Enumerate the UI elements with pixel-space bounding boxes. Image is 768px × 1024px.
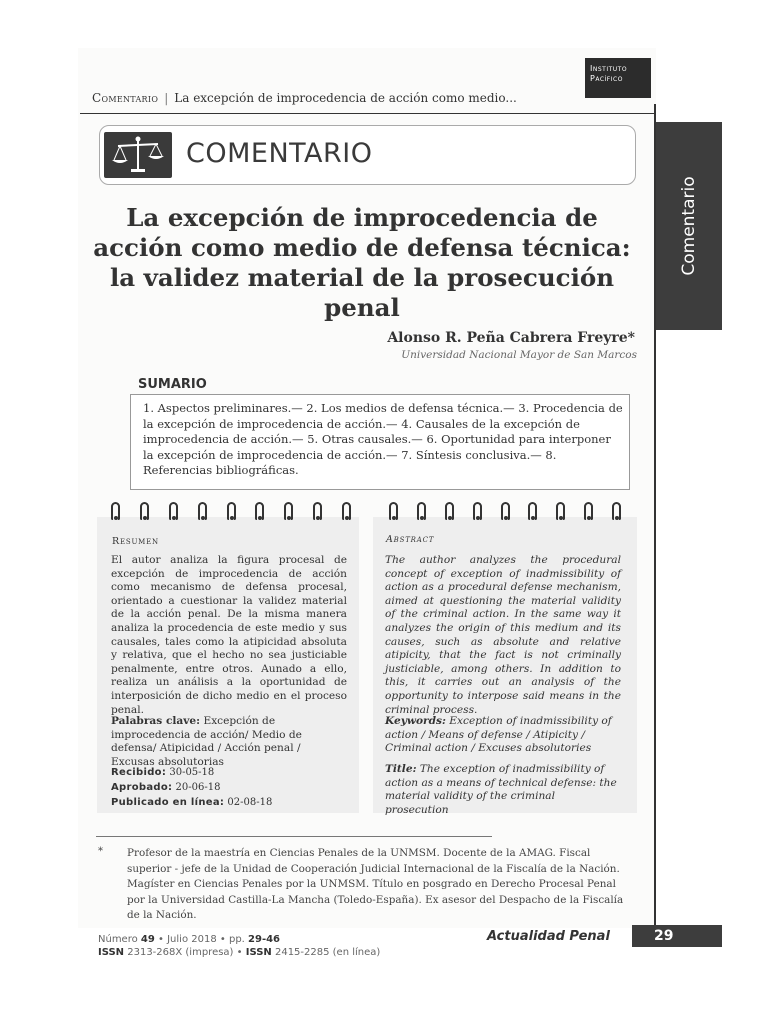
spiral-ring [227, 502, 236, 520]
section-banner [99, 125, 636, 185]
english-title [385, 763, 621, 817]
pages-range: 29-46 [248, 934, 281, 945]
spiral-ring [473, 502, 482, 520]
spiral-ring [140, 502, 149, 520]
publication-dates [111, 765, 272, 810]
english-title-label: Title: [385, 763, 417, 775]
english-title-text: The exception of inadmissibility of action as a means of technical defense: the material validity of the criminal prosecution [385, 763, 617, 816]
spiral-ring [501, 502, 510, 520]
keywords-label: Keywords: [385, 715, 446, 727]
spiral-ring [313, 502, 322, 520]
issn-online-label: ISSN [245, 947, 272, 958]
footnote-text: Profesor de la maestría en Ciencias Penales de la UNMSM. Docente de la AMAG. Fiscal superior - jefe de la Unidad de Cooperación Judicial Internacional de la Fiscalía de la Nación. Magíster en Ciencias Penales por la UNMSM. Título en posgrado en Derecho Procesal Penal por la Universidad Castilla-La Mancha (Toledo-España). Ex asesor del Despacho de la Fiscalía de la Nación. [127, 847, 624, 922]
footnote-mark: * [98, 846, 103, 857]
issue-label: Número [98, 934, 138, 945]
logo-line-1: Instituto [590, 64, 628, 73]
spiral-ring [198, 502, 207, 520]
abstract-heading: Abstract [386, 534, 435, 545]
spiral-ring [284, 502, 293, 520]
date-received [111, 765, 272, 780]
spiral-binding-left [111, 502, 351, 524]
article-author: Alonso R. Peña Cabrera Freyre* [387, 330, 635, 346]
spiral-ring [389, 502, 398, 520]
page-number: 29 [632, 925, 722, 947]
date-published-label: Publicado en línea: [111, 797, 225, 808]
sumario-heading: SUMARIO [138, 377, 207, 392]
spiral-ring [342, 502, 351, 520]
logo-line-2: Pacífico [590, 74, 623, 83]
spiral-ring [445, 502, 454, 520]
issn-online: 2415-2285 (en línea) [274, 947, 381, 958]
issue-info [98, 933, 380, 959]
spiral-binding-right [389, 502, 621, 524]
running-header-section: Comentario [92, 91, 159, 105]
date-approved-value: 20-06-18 [175, 782, 221, 793]
issn-print: 2313-268X (impresa) [127, 947, 234, 958]
journal-name: Actualidad Penal [487, 929, 610, 944]
palabras-clave-label: Palabras clave: [111, 715, 201, 727]
spiral-ring [556, 502, 565, 520]
issue-number: 49 [140, 934, 155, 945]
article-title: La excepción de improcedencia de acción como medio de defensa técnica: la validez material de la prosecución penal [93, 203, 631, 322]
date-published-value: 02-08-18 [227, 797, 273, 808]
keywords [385, 715, 621, 756]
resumen-text: El autor analiza la figura procesal de excepción de improcedencia de acción como mecanismo de defensa procesal, orientado a cuestionar la validez material de la acción penal. De la misma manera analiza la procedencia de este medio y sus causales, tales como la atipicidad absoluta y relativa, que el hecho no sea justiciable penalmente, entre otros. Aunado a ello, realiza un análisis a la oportunidad de interposición de dicho medio en el proceso penal. [111, 554, 347, 716]
banner-label: COMENTARIO [186, 138, 373, 169]
running-header-title: La excepción de improcedencia de acción como medio... [174, 91, 517, 105]
author-affiliation: Universidad Nacional Mayor de San Marcos [401, 349, 637, 361]
sumario-text: 1. Aspectos preliminares.— 2. Los medios de defensa técnica.— 3. Procedencia de la excepción de improcedencia de acción.— 4. Causales de la excepción de improcedencia de acción.— 5. Otras causales.— 6. Oportunidad para interponer la excepción de improcedencia de acción.— 7. Síntesis conclusiva.— 8. Referencias bibliográficas. [143, 401, 623, 477]
spiral-ring [612, 502, 621, 520]
keywords-text: Exception of inadmissibility of action / Means of defense / Atipicity / Criminal action / Excuses absolutories [385, 715, 612, 755]
spiral-ring [255, 502, 264, 520]
palabras-clave-text: Excepción de improcedencia de acción/ Medio de defensa/ Atipicidad / Acción penal / Excusas absolutorias [111, 715, 302, 768]
abstract-text: The author analyzes the procedural concept of exception of inadmissibility of action as a procedural defense mechanism, aimed at questioning the material validity of the criminal action. In the same way it analyzes the origin of this medium and its causes, such as absolute and relative atipicity, that the fact is not criminally justiciable, among others. In addition to this, it carries out an analysis of the opportunity to interpose said means in the criminal process. [385, 554, 621, 716]
issn-line: ISSN 2313-268X (impresa) • ISSN 2415-2285 (en línea) [98, 947, 381, 958]
date-approved [111, 780, 272, 795]
palabras-clave [111, 715, 347, 769]
spiral-ring [528, 502, 537, 520]
publisher-logo [585, 58, 651, 98]
spiral-ring [111, 502, 120, 520]
pages-label: pp. [228, 934, 245, 945]
issn-print-label: ISSN [98, 947, 125, 958]
spiral-ring [584, 502, 593, 520]
side-tab [656, 122, 722, 330]
running-header: Comentario | La excepción de improcedencia de acción como medio... [92, 91, 517, 105]
date-received-value: 30-05-18 [169, 767, 215, 778]
resumen-heading: Resumen [112, 536, 159, 547]
issue-date: Julio 2018 [167, 934, 217, 945]
header-rule [80, 113, 654, 114]
spiral-ring [417, 502, 426, 520]
date-published [111, 795, 272, 810]
scales-of-justice-icon [104, 132, 172, 178]
side-tab-label: Comentario [679, 176, 699, 276]
footnote-rule [96, 836, 492, 837]
date-approved-label: Aprobado: [111, 782, 173, 793]
spiral-ring [169, 502, 178, 520]
date-received-label: Recibido: [111, 767, 167, 778]
issue-line: Número 49 • Julio 2018 • pp. 29-46 [98, 934, 281, 945]
